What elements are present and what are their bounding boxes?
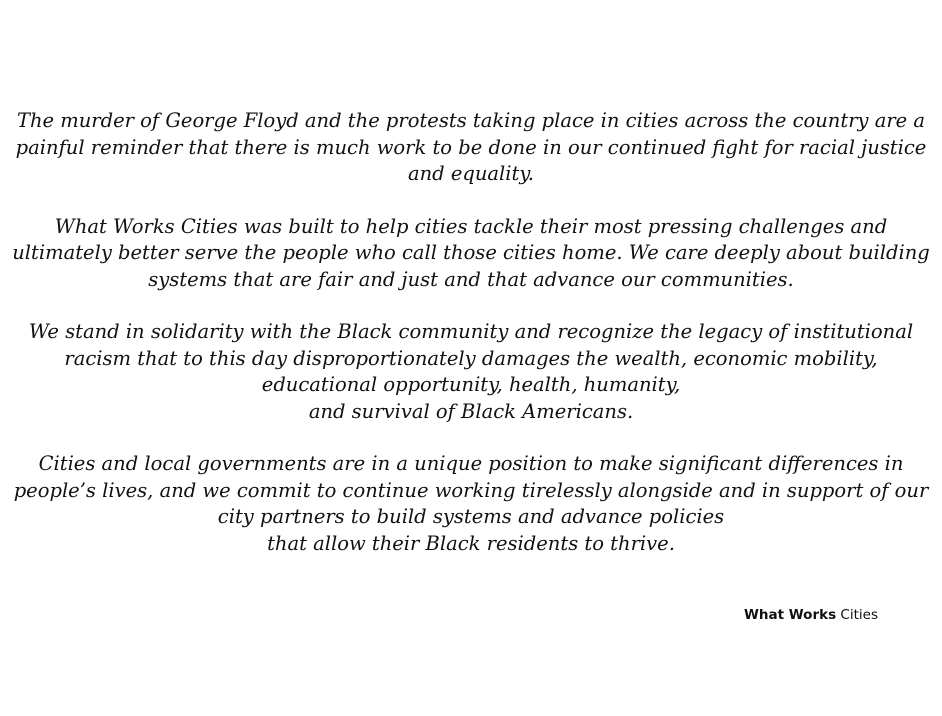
text-line: What Works Cities was built to help cities tackle their most pressing challenges and (54, 214, 888, 238)
paragraph-1 (0, 108, 942, 188)
text-line: systems that are fair and just and that advance our communities. (148, 267, 794, 291)
paragraph-2 (0, 214, 942, 294)
text-line: people’s lives, and we commit to continue working tirelessly alongside and in support of our (13, 478, 929, 502)
what-works-cities-logo (744, 607, 878, 623)
text-line: educational opportunity, health, humanity, (261, 373, 681, 396)
text-line: that allow their Black residents to thrive. (267, 531, 675, 555)
text-line: city partners to build systems and advance policies (217, 505, 725, 528)
text-line: racism that to this day disproportionately damages the wealth, economic mobility, (64, 346, 878, 370)
text-line: We stand in solidarity with the Black community and recognize the legacy of institutional (28, 320, 914, 343)
logo-bold-text: What Works (744, 607, 837, 623)
statement-text (0, 108, 942, 583)
text-line: and equality. (407, 162, 534, 185)
logo-regular-text: Cities (840, 607, 878, 623)
text-line: The murder of George Floyd and the protests taking place in cities across the country are a (16, 109, 926, 132)
text-line: Cities and local governments are in a unique position to make significant differences in (38, 452, 904, 475)
paragraph-3 (0, 319, 942, 425)
text-line: painful reminder that there is much work to be done in our continued fight for racial justice (15, 135, 927, 159)
text-line: and survival of Black Americans. (308, 399, 634, 423)
text-line: ultimately better serve the people who call those cities home. We care deeply about building (12, 241, 930, 264)
paragraph-4 (0, 451, 942, 557)
